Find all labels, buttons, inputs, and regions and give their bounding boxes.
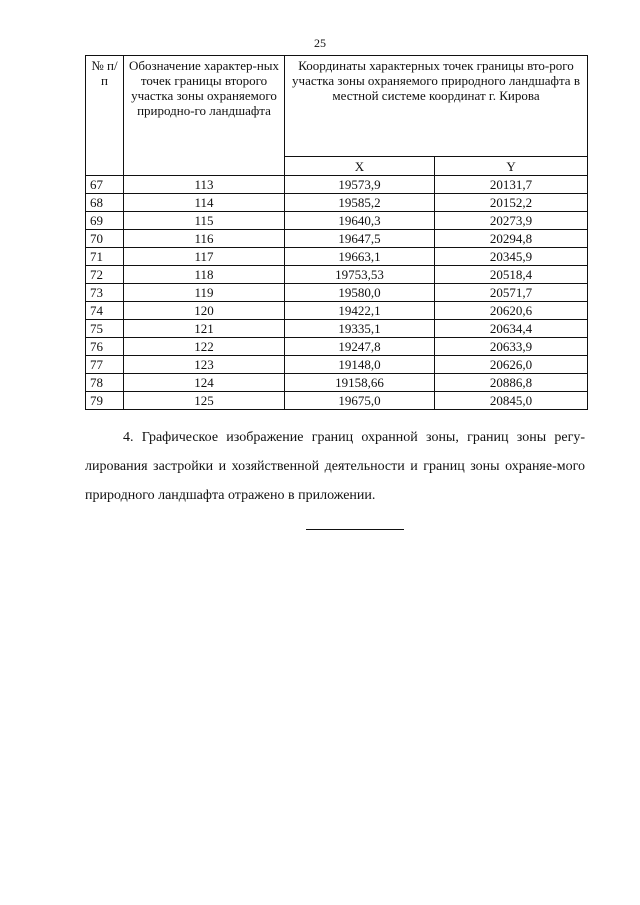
x-coordinate-cell: 19640,3: [285, 212, 435, 230]
x-coordinate-cell: 19580,0: [285, 284, 435, 302]
row-number-cell: 72: [86, 266, 124, 284]
table-row: [86, 230, 588, 248]
x-coordinate-cell: 19158,66: [285, 374, 435, 392]
x-coordinate-cell: 19647,5: [285, 230, 435, 248]
point-id-cell: 113: [124, 176, 285, 194]
header-x: X: [285, 157, 435, 176]
point-id-cell: 122: [124, 338, 285, 356]
y-coordinate-cell: 20294,8: [435, 230, 588, 248]
table-row: [86, 284, 588, 302]
table-row: [86, 212, 588, 230]
x-coordinate-cell: 19663,1: [285, 248, 435, 266]
table-row: [86, 302, 588, 320]
x-coordinate-cell: 19247,8: [285, 338, 435, 356]
x-coordinate-cell: 19675,0: [285, 392, 435, 410]
row-number-cell: 68: [86, 194, 124, 212]
table-row: [86, 374, 588, 392]
page-number: 25: [314, 36, 326, 50]
x-coordinate-cell: 19585,2: [285, 194, 435, 212]
x-coordinate-cell: 19573,9: [285, 176, 435, 194]
body-paragraph: 4. Графическое изображение границ охранной зоны, границ зоны регу-лирования застройки и хозяйственной деятельности и границ зоны охраняе-мого природного ландшафта отражено в приложении.: [85, 430, 585, 503]
x-coordinate-cell: 19753,53: [285, 266, 435, 284]
point-id-cell: 116: [124, 230, 285, 248]
point-id-cell: 123: [124, 356, 285, 374]
row-number-cell: 71: [86, 248, 124, 266]
y-coordinate-cell: 20131,7: [435, 176, 588, 194]
separator-line: [306, 529, 404, 530]
row-number-cell: 77: [86, 356, 124, 374]
table-row: [86, 338, 588, 356]
row-number-cell: 75: [86, 320, 124, 338]
point-id-cell: 121: [124, 320, 285, 338]
point-id-cell: 125: [124, 392, 285, 410]
x-coordinate-cell: 19422,1: [285, 302, 435, 320]
y-coordinate-cell: 20571,7: [435, 284, 588, 302]
header-designation: Обозначение характер-ных точек границы второго участка зоны охраняемого природно-го ландшафта: [124, 56, 285, 176]
y-coordinate-cell: 20634,4: [435, 320, 588, 338]
row-number-cell: 70: [86, 230, 124, 248]
row-number-cell: 76: [86, 338, 124, 356]
row-number-cell: 78: [86, 374, 124, 392]
header-num: № п/п: [86, 56, 124, 176]
table-row: [86, 194, 588, 212]
table-row: [86, 176, 588, 194]
table-row: [86, 320, 588, 338]
point-id-cell: 117: [124, 248, 285, 266]
row-number-cell: 73: [86, 284, 124, 302]
y-coordinate-cell: 20345,9: [435, 248, 588, 266]
point-id-cell: 118: [124, 266, 285, 284]
y-coordinate-cell: 20626,0: [435, 356, 588, 374]
table-row: [86, 266, 588, 284]
row-number-cell: 79: [86, 392, 124, 410]
table-body: [86, 176, 588, 410]
x-coordinate-cell: 19148,0: [285, 356, 435, 374]
x-coordinate-cell: 19335,1: [285, 320, 435, 338]
row-number-cell: 74: [86, 302, 124, 320]
header-y: Y: [435, 157, 588, 176]
header-coordinates: Координаты характерных точек границы вто-рого участка зоны охраняемого природного ландшафта в местной системе координат г. Кирова: [285, 56, 588, 157]
y-coordinate-cell: 20633,9: [435, 338, 588, 356]
table-row: [86, 248, 588, 266]
point-id-cell: 120: [124, 302, 285, 320]
row-number-cell: 69: [86, 212, 124, 230]
table-row: [86, 392, 588, 410]
y-coordinate-cell: 20620,6: [435, 302, 588, 320]
point-id-cell: 114: [124, 194, 285, 212]
row-number-cell: 67: [86, 176, 124, 194]
y-coordinate-cell: 20152,2: [435, 194, 588, 212]
point-id-cell: 115: [124, 212, 285, 230]
y-coordinate-cell: 20273,9: [435, 212, 588, 230]
y-coordinate-cell: 20845,0: [435, 392, 588, 410]
table-row: [86, 356, 588, 374]
coordinates-table: [85, 55, 588, 410]
y-coordinate-cell: 20518,4: [435, 266, 588, 284]
point-id-cell: 119: [124, 284, 285, 302]
point-id-cell: 124: [124, 374, 285, 392]
y-coordinate-cell: 20886,8: [435, 374, 588, 392]
